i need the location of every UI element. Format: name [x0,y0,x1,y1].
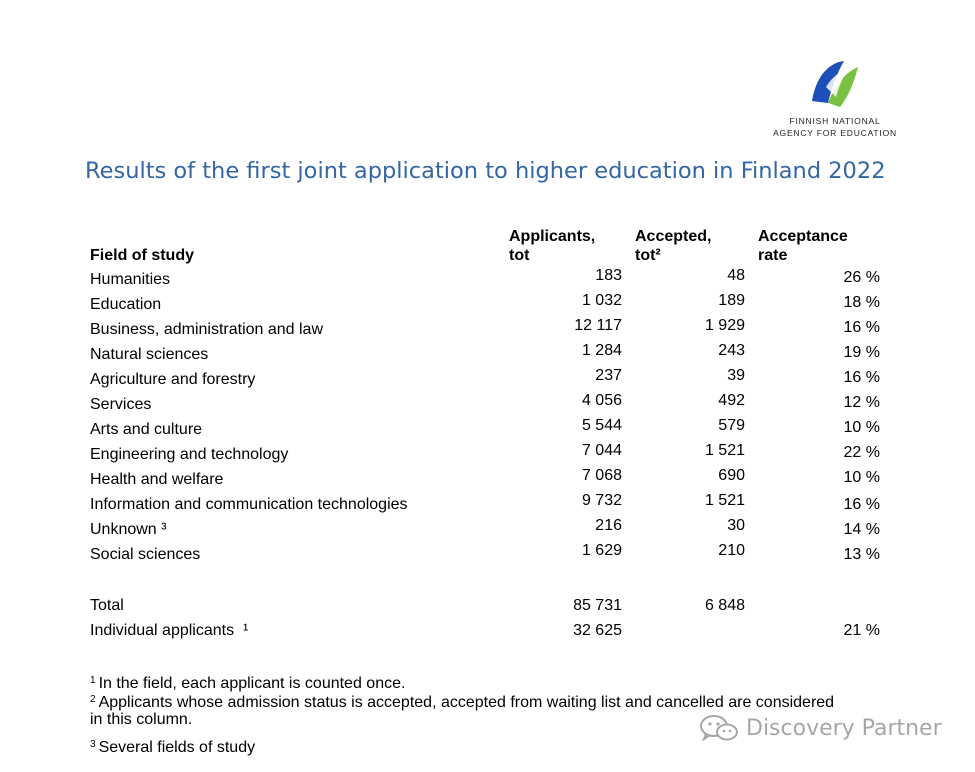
row-field: Information and communication technologies [90,496,408,513]
header-accepted [635,227,711,265]
row-applicants: 12 117 [574,317,622,334]
row-accepted: 492 [718,392,745,409]
header-accepted-line1: Accepted, [635,228,712,245]
row-applicants: 216 [595,517,622,534]
footnote-text: In the field, each applicant is counted once. [98,675,406,692]
row-field: Business, administration and law [90,321,324,338]
footnote-mark: 1 [90,675,96,686]
page-title: Results of the first joint application to higher education in Finland 2022 [85,158,886,184]
footnote-mark: 2 [90,694,96,705]
row-accepted: 189 [718,292,745,309]
row-field: Natural sciences [90,346,209,363]
footnote-mark: 3 [90,739,96,750]
footnote-2-continued [90,710,192,729]
row-rate: 18 % [843,294,880,311]
total-applicants: 85 731 [573,597,622,614]
row-field: Health and welfare [90,471,224,488]
row-accepted: 579 [718,417,745,434]
footnote-text: in this column. [90,711,193,728]
row-applicants: 1 629 [581,542,622,559]
row-rate: 19 % [843,344,880,361]
row-rate: 14 % [843,521,880,538]
row-applicants: 1 032 [581,292,622,309]
row-applicants: 4 056 [581,392,622,409]
row-accepted: 210 [718,542,745,559]
header-applicants-line1: Applicants, [509,228,596,245]
header-acceptance-rate [758,227,848,265]
footnote-text: Applicants whose admission status is accepted, accepted from waiting list and cancelled are considered [98,694,835,711]
row-applicants: 1 284 [581,342,622,359]
row-applicants: 237 [595,367,622,384]
row-applicants: 7 068 [581,467,622,484]
header-rate-line2: rate [758,247,788,264]
row-accepted: 30 [727,517,745,534]
header-rate-line1: Acceptance [758,228,848,245]
row-field: Education [90,296,162,313]
row-field: Arts and culture [90,421,203,438]
row-accepted: 1 521 [704,442,745,459]
row-accepted: 48 [727,267,745,284]
agency-name-line1: FINNISH NATIONAL [789,116,881,126]
footnote-2 [90,690,834,712]
row-applicants: 5 544 [581,417,622,434]
row-rate: 12 % [843,394,880,411]
agency-name [770,115,900,139]
row-rate: 10 % [843,469,880,486]
individual-label: Individual applicants ¹ [90,622,249,639]
row-rate: 22 % [843,444,880,461]
row-field: Engineering and technology [90,446,289,463]
row-accepted: 690 [718,467,745,484]
row-accepted: 39 [727,367,745,384]
row-rate: 13 % [843,546,880,563]
footnote-3 [90,735,255,757]
row-applicants: 7 044 [581,442,622,459]
row-applicants: 9 732 [581,492,622,509]
row-field: Social sciences [90,546,201,563]
row-rate: 16 % [843,369,880,386]
watermark-text: Discovery Partner [746,715,942,741]
individual-applicants: 32 625 [573,622,622,639]
individual-rate: 21 % [843,622,880,639]
header-field-of-study [90,246,194,265]
row-rate: 26 % [843,269,880,286]
total-label: Total [90,597,124,614]
agency-logo [808,57,862,109]
row-accepted: 1 929 [704,317,745,334]
row-rate: 16 % [843,496,880,513]
agency-name-line2: AGENCY FOR EDUCATION [773,128,897,138]
row-rate: 10 % [843,419,880,436]
watermark [698,713,942,743]
header-accepted-line2: tot² [635,247,661,264]
row-accepted: 243 [718,342,745,359]
wechat-icon [698,713,740,743]
total-accepted: 6 848 [704,597,745,614]
header-applicants [509,227,595,265]
row-applicants: 183 [595,267,622,284]
row-field: Humanities [90,271,171,288]
row-field: Unknown ³ [90,521,167,538]
header-applicants-line2: tot [509,247,530,264]
row-field: Agriculture and forestry [90,371,256,388]
footnote-text: Several fields of study [98,739,256,756]
row-field: Services [90,396,152,413]
header-field-label: Field of study [90,247,194,264]
row-rate: 16 % [843,319,880,336]
row-accepted: 1 521 [704,492,745,509]
